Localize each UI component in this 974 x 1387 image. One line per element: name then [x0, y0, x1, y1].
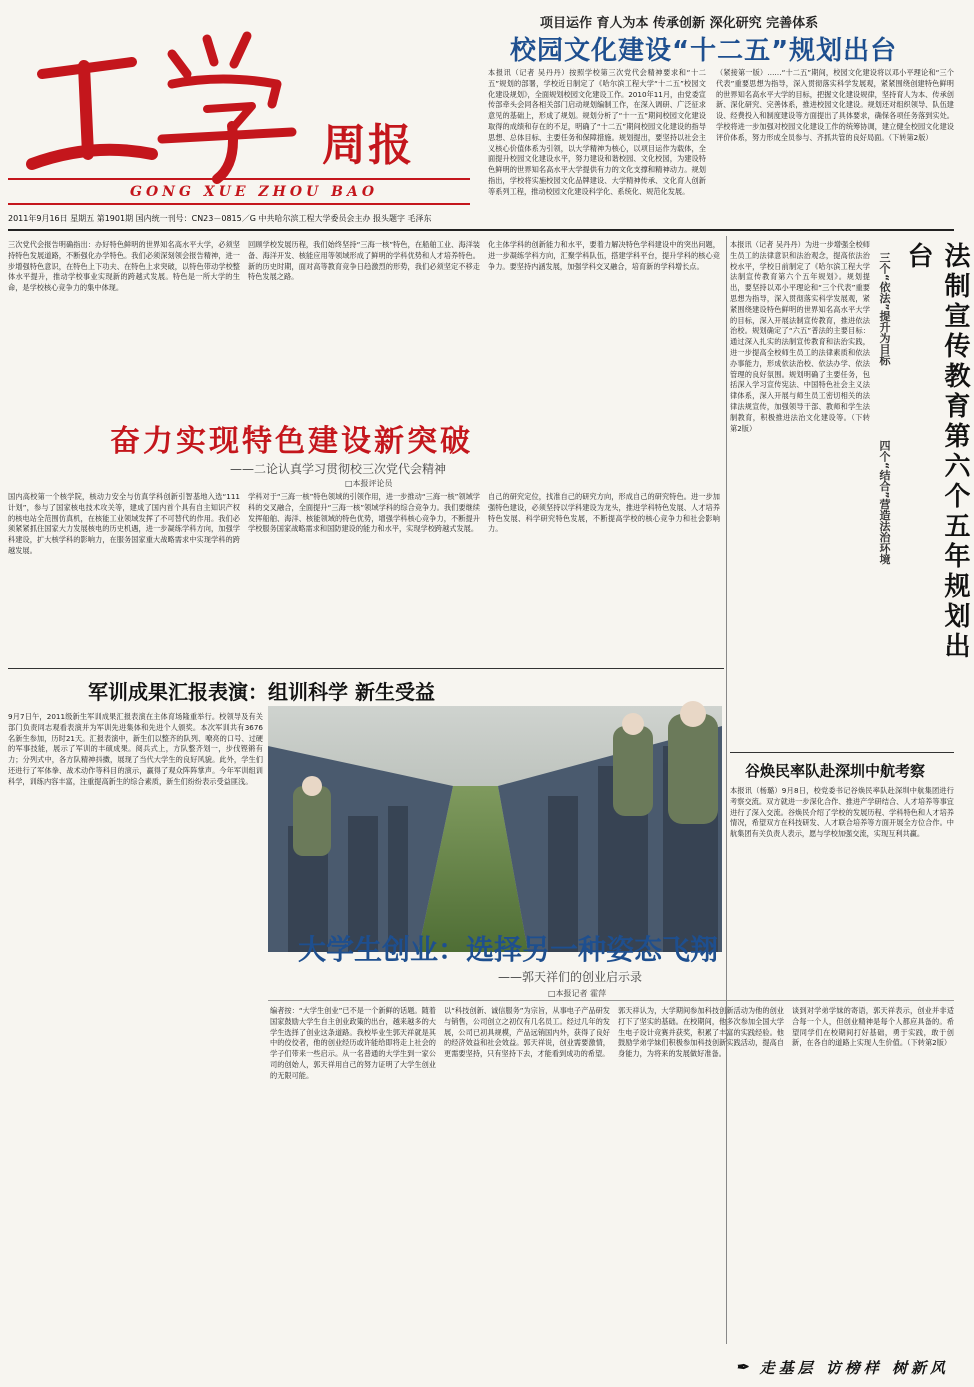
- military-training-photo: [268, 706, 722, 952]
- gu-body: 本报讯（杨璐）9月8日，校党委书记谷焕民率队赴深圳中航集团进行考察交流。双方就进一步深化合作、推进产学研结合、人才培养等事宜进行了深入交流。谷焕民介绍了学校的发展历程、学科特色和人才培养情况，希望双方在科技研发、人才联合培养等方面开展全方位合作。中航集团有关负责人表示，愿与学校加强交流，实现互利共赢。: [730, 786, 954, 839]
- editorial-column-3: 自己的研究定位，找准自己的研究方向，形成自己的研究特色。进一步加强特色建设，必须坚持以学科建设为龙头，推进学科特色发展、人才培养特色发展、科学研究特色发展，不断提高学校的核心竞争力和社会影响力。: [488, 492, 720, 534]
- entrepreneur-column-4: 谈到对学弟学妹的寄语，郭天祥表示，创业并非适合每一个人，但创业精神是每个人都应具备的。希望同学们在校期间打好基础，勇于实践，敢于创新，在各自的道路上实现人生价值。（下转第2版）: [792, 1006, 954, 1048]
- calligraphy-logo: [22, 14, 322, 184]
- military-body: 9月7日午，2011级新生军训成果汇报表演在主体育场隆重举行。校领导及有关部门负责同志观看表演并为军训先进集体和先进个人颁奖。本次军训共有3676名新生参加，历时21天。汇报表演中，新生们以整齐的队列、嘹亮的口号、过硬的军事技能，展示了军训的丰硕成果。阅兵式上，方队整齐划一，步伐铿锵有力；分列式中，各方队精神抖擞，展现了当代大学生的良好风貌。此外，学生们还进行了军体拳、战术动作等科目的演示，赢得了观众阵阵掌声。今年军训组训科学，训练内容丰富，注重提高新生的综合素质，新生们纷纷表示受益匪浅。: [8, 712, 263, 786]
- military-headline: 军训成果汇报表演：组训科学 新生受益: [88, 680, 435, 704]
- issue-line: 2011年9月16日 星期五 第1901期 国内统一刊号：CN23－0815／G 中共哈尔滨工程大学委员会主办 报头题字 毛泽东: [8, 214, 432, 223]
- masthead-pinyin: GONG XUE ZHOU BAO: [130, 184, 379, 200]
- editorial-column-2: 学科对于“三海一核”特色领域的引领作用，进一步推动“三海一核”领域学科的交叉融合，全面提升“三海一核”领域学科的综合竞争力。我们要继续发挥船舶、海洋、核能领域的特色优势，增强学科核心竞争力，不断提升学校服务国家战略需求和国防建设的能力和水平，实现学校跨越式发展。: [248, 492, 480, 534]
- law-side-label-1: 三个“依法”提升为目标: [878, 252, 891, 366]
- top-story-body-left: 本报讯（记者 吴丹丹）按照学校第三次党代会精神要求和“十二五”规划的部署，学校近日制定了《哈尔滨工程大学“十二五”校园文化建设规划》，全面规划校园文化建设工作。2010年11月，由党委宣传部牵头会同各相关部门启动规划编制工作，在深入调研、广泛征求意见的基础上，形成了规划。规划分析了“十一五”期间校园文化建设取得的成绩和存在的不足，明确了“十二五”期间校园文化建设的指导思想、总体目标、主要任务和保障措施。规划提出，要坚持以社会主义核心价值体系为引领，以大学精神为核心，以项目运作为载体，全面提升校园文化建设水平，努力建设和谐校园、文化校园，为建设特色鲜明的世界知名高水平大学提供有力的文化支撑和精神动力。规划指出，学校将实施校园文化品牌建设、大学精神传承、文化育人创新等系列工程，推动校园文化建设科学化、系统化、规范化发展。: [488, 68, 706, 196]
- entrepreneur-subheadline: ——郭天祥们的创业启示录: [498, 970, 643, 984]
- masthead-rule-top: [8, 178, 470, 180]
- top-story-body-right: （紧接第一版）……“十二五”期间，校园文化建设将以邓小平理论和“三个代表”重要思想为指导，深入贯彻落实科学发展观，紧紧围绕创建特色鲜明的世界知名高水平大学的目标，把握文化建设规律，坚持育人为本、传承创新、深化研究、完善体系，推进校园文化建设。规划还对组织领导、队伍建设、经费投入和制度建设等方面提出了具体要求，确保各项任务落到实处。学校将进一步加强对校园文化建设工作的统筹协调，建立健全校园文化建设评价体系，努力形成全员参与、齐抓共管的良好局面。（下转第2版）: [716, 68, 954, 142]
- law-rule: [730, 752, 954, 753]
- masthead-rule-bottom: [8, 203, 470, 205]
- editorial-headline: 奋力实现特色建设新突破: [110, 424, 473, 459]
- footer-slogan-box: [732, 1352, 954, 1382]
- law-body: 本报讯（记者 吴丹丹）为进一步增强全校师生员工的法律意识和法治观念，提高依法治校水平，学校日前制定了《哈尔滨工程大学法制宣传教育第六个五年规划》。规划提出，要坚持以邓小平理论和“三个代表”重要思想为指导，深入贯彻落实科学发展观，紧紧围绕建设特色鲜明的世界知名高水平大学的目标，深入开展法制宣传教育，推进依法治校。规划确定了“六五”普法的主要目标：通过深入扎实的法制宣传教育和法治实践，进一步提高全校师生员工的法律素质和依法办事能力，形成依法治校、依法办学、依法管理的良好氛围。规划明确了主要任务，包括深入学习宣传宪法、中国特色社会主义法律体系，深入开展与师生员工密切相关的法律法规宣传，加强领导干部、教师和学生法制教育，积极推进法治文化建设等。（下转第2版）: [730, 240, 870, 433]
- lead-column-2: 回顾学校发展历程，我们始终坚持“三海一核”特色，在船舶工业、海洋装备、海洋开发、核能应用等领域形成了鲜明的学科优势和人才培养特色。新的历史时期，面对高等教育竞争日趋激烈的形势，我们必须坚定不移走特色发展之路。: [248, 240, 480, 282]
- editorial-column-1: 国内高校第一个核学院，核动力安全与仿真学科创新引智基地入选“111计划”，参与了国家核电技术攻关等，建成了国内首个具有自主知识产权的核电站全范围仿真机，在核能工业领域发挥了不可替代的作用。我们必须紧紧抓住国家大力发展核电的历史机遇，进一步凝练学科方向，加强学科建设，扩大核学科的影响力，在服务国家重大战略需求中实现学科的跨越发展。: [8, 492, 240, 555]
- lead-column-1: 三次党代会报告明确指出：办好特色鲜明的世界知名高水平大学，必须坚持特色发展道路，不断强化办学特色。我们必须深刻领会报告精神，进一步增强特色意识，在特色上下功夫、在特色上求突破，以特色带动学校整体水平提升，推动学校事业实现新的跨越式发展。特色是一所大学的生命，是学校核心竞争力的集中体现。: [8, 240, 240, 293]
- entrepreneur-column-3: 郭天祥认为，大学期间参加科技创新活动为他的创业打下了坚实的基础。在校期间，他多次参加全国大学生电子设计竞赛并获奖，积累了丰富的实践经验。他鼓励学弟学妹们积极参加科技创新实践活动，提高自身能力，为将来的发展做好准备。: [618, 1006, 784, 1059]
- logo-zhoubao: 周报: [322, 120, 414, 171]
- editorial-subheadline: ——二论认真学习贯彻校三次党代会精神: [230, 462, 447, 476]
- entrepreneur-rule: [268, 1000, 954, 1001]
- lead-column-3: 化主体学科的创新能力和水平，要着力解决特色学科建设中的突出问题，进一步凝练学科方向，汇聚学科队伍，搭建学科平台，提升学科的核心竞争力。要坚持内涵发展，加强学科交叉融合，培育新的学科增长点。: [488, 240, 720, 271]
- masthead-logo: [22, 14, 482, 204]
- entrepreneur-column-1: 编者按：“大学生创业”已不是一个新鲜的话题。随着国家鼓励大学生自主创业政策的出台，越来越多的大学生选择了创业这条道路。我校毕业生郭天祥就是其中的佼佼者，他的创业经历或许能给即将走上社会的学子们带来一些启示。从一名普通的大学生到一家公司的创始人，郭天祥用自己的努力证明了大学生创业的无限可能。: [270, 1006, 436, 1080]
- top-story-slogan: 项目运作 育人为本 传承创新 深化研究 完善体系: [540, 16, 819, 31]
- entrepreneur-byline: □本报记者 霍萍: [548, 989, 607, 998]
- law-side-label-2: 四个“结合”营造法治环境: [878, 440, 891, 565]
- editorial-byline: □本报评论员: [345, 479, 393, 488]
- masthead-bottom-rule: [8, 229, 954, 231]
- entrepreneur-headline: 大学生创业：选择另一种姿态飞翔: [298, 933, 719, 966]
- military-photo-illustration: [268, 706, 722, 952]
- pen-icon: ✒: [736, 1358, 754, 1376]
- gu-headline: 谷焕民率队赴深圳中航考察: [745, 762, 926, 780]
- law-vertical-title: 法制宣传教育第六个五年规划出台: [903, 242, 970, 662]
- entrepreneur-column-2: 以“科技创新、诚信服务”为宗旨，从事电子产品研发与销售，公司创立之初仅有几名员工。经过几年的发展，公司已初具规模，产品远销国内外，获得了良好的经济效益和社会效益。郭天祥说，创业需要激情，更需要坚持，只有坚持下去，才能看到成功的希望。: [444, 1006, 610, 1059]
- footer-slogan: 走基层 访榜样 树新风: [759, 1358, 950, 1377]
- editorial-rule: [8, 668, 724, 669]
- top-story-headline: 校园文化建设“十二五”规划出台: [510, 36, 898, 66]
